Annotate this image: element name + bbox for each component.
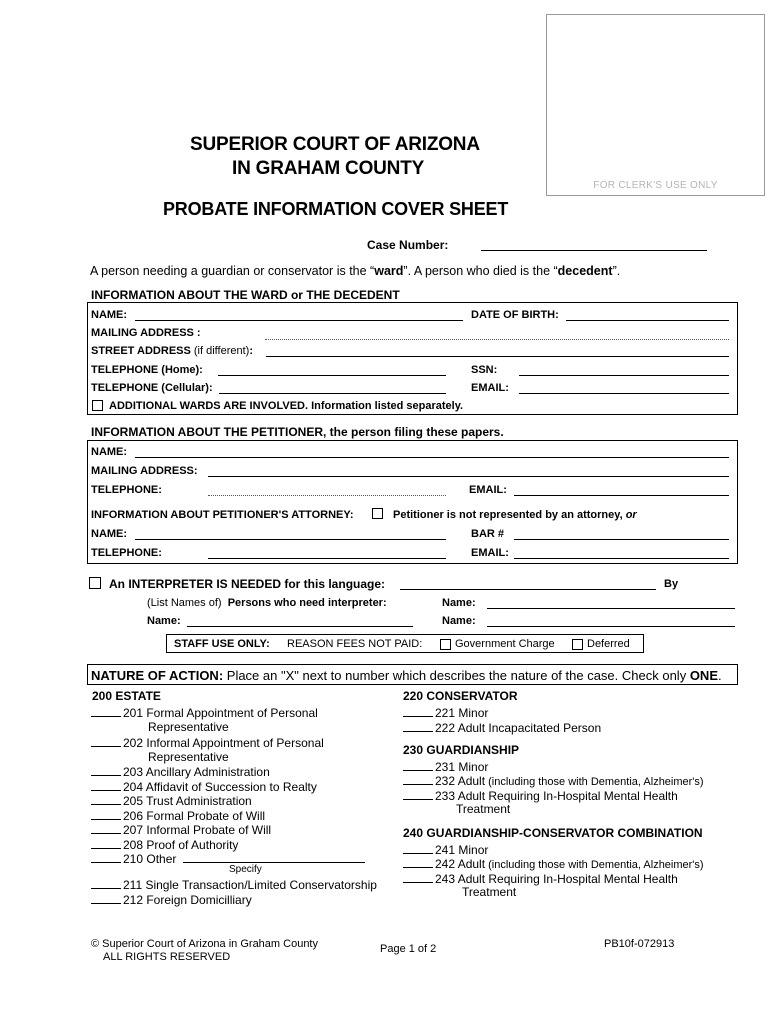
estate-item-206[interactable]: 206 Formal Probate of Will (91, 808, 265, 823)
estate-item-211[interactable]: 211 Single Transaction/Limited Conservatorship (91, 877, 377, 892)
interpreter-name1-field[interactable] (487, 608, 735, 609)
reason-fees-label: REASON FEES NOT PAID: (287, 638, 423, 650)
attorney-name-label: NAME: (91, 528, 128, 540)
specify-label: Specify (229, 864, 262, 875)
estate-item-208[interactable]: 208 Proof of Authority (91, 837, 238, 852)
estate-item-202[interactable]: 202 Informal Appointment of Personal (91, 735, 324, 750)
interpreter-checkbox[interactable] (89, 577, 101, 589)
ward-ssn-field[interactable] (519, 375, 729, 376)
ward-name-label: NAME: (91, 309, 128, 321)
footer-rights: ALL RIGHTS RESERVED (103, 951, 231, 963)
conservator-heading: 220 CONSERVATOR (403, 689, 518, 703)
ward-dob-label: DATE OF BIRTH: (471, 309, 559, 321)
not-represented-checkbox[interactable] (372, 508, 383, 519)
guardianship-item-233[interactable]: 233 Adult Requiring In-Hospital Mental Health (403, 788, 678, 803)
combo-item-242[interactable]: 242 Adult (including those with Dementia, Alzheimer's) (403, 856, 704, 872)
attorney-telephone-label: TELEPHONE: (91, 547, 162, 559)
guardianship-heading: 230 GUARDIANSHIP (403, 743, 520, 757)
form-title: PROBATE INFORMATION COVER SHEET (163, 199, 509, 219)
estate-item-204[interactable]: 204 Affidavit of Succession to Realty (91, 779, 317, 794)
additional-wards-checkbox[interactable] (92, 400, 103, 411)
ward-email-field[interactable] (519, 393, 729, 394)
interpreter-name3-field[interactable] (487, 626, 735, 627)
interpreter-name2-label: Name: (147, 615, 181, 627)
nature-of-action-text: NATURE OF ACTION: Place an "X" next to number which describes the nature of the case. Check only ONE. (91, 668, 722, 683)
petitioner-mailing-label: MAILING ADDRESS: (91, 465, 198, 477)
combo-heading: 240 GUARDIANSHIP-CONSERVATOR COMBINATION (403, 826, 703, 840)
petitioner-mailing-field[interactable] (208, 476, 729, 477)
estate-item-205[interactable]: 205 Trust Administration (91, 793, 252, 808)
estate-item-202-cont: Representative (148, 750, 229, 764)
guardianship-item-231[interactable]: 231 Minor (403, 759, 488, 774)
estate-heading: 200 ESTATE (92, 689, 161, 703)
attorney-name-field[interactable] (135, 539, 446, 540)
estate-item-207[interactable]: 207 Informal Probate of Will (91, 822, 271, 837)
definition-text: A person needing a guardian or conservator is the “ward”. A person who died is the “decedent”. (90, 264, 621, 278)
ward-street-field[interactable] (266, 356, 729, 357)
conservator-item-222[interactable]: 222 Adult Incapacitated Person (403, 720, 601, 735)
ward-mailing-label: MAILING ADDRESS : (91, 327, 201, 339)
ward-section-heading: INFORMATION ABOUT THE WARD or THE DECEDENT (91, 288, 400, 302)
ward-tel-home-field[interactable] (218, 375, 446, 376)
estate-item-201[interactable]: 201 Formal Appointment of Personal (91, 705, 318, 720)
estate-item-212[interactable]: 212 Foreign Domicilliary (91, 892, 252, 907)
not-represented-label: Petitioner is not represented by an attorney, or (393, 509, 637, 521)
petitioner-email-field[interactable] (514, 495, 729, 496)
interpreter-name3-label: Name: (442, 615, 476, 627)
interpreter-name1-label: Name: (442, 597, 476, 609)
deferred-checkbox[interactable] (572, 639, 583, 650)
petitioner-name-field[interactable] (135, 457, 729, 458)
ward-street-label: STREET ADDRESS (if different): (91, 345, 253, 357)
ward-tel-home-label: TELEPHONE (Home): (91, 364, 203, 376)
guardianship-item-233-cont: Treatment (456, 802, 511, 816)
ward-tel-cell-label: TELEPHONE (Cellular): (91, 382, 213, 394)
clerk-use-label: FOR CLERK'S USE ONLY (593, 180, 718, 191)
interpreter-label: An INTERPRETER IS NEEDED for this language: (109, 577, 386, 591)
guardianship-item-232[interactable]: 232 Adult (including those with Dementia, Alzheimer's) (403, 773, 704, 789)
government-charge-label: Government Charge (455, 638, 555, 650)
petitioner-email-label: EMAIL: (469, 484, 507, 496)
combo-item-241[interactable]: 241 Minor (403, 842, 488, 857)
ward-tel-cell-field[interactable] (219, 393, 446, 394)
case-number-label: Case Number: (367, 238, 449, 252)
estate-item-203[interactable]: 203 Ancillary Administration (91, 764, 270, 779)
estate-item-210[interactable]: 210 Other (91, 851, 176, 866)
attorney-email-field[interactable] (514, 558, 729, 559)
attorney-telephone-field[interactable] (208, 558, 446, 559)
ward-name-field[interactable] (135, 320, 463, 321)
ward-mailing-field[interactable] (265, 339, 729, 340)
interpreter-language-field[interactable] (400, 589, 656, 590)
petitioner-section-box (87, 440, 738, 564)
estate-item-201-cont: Representative (148, 720, 229, 734)
deferred-label: Deferred (587, 638, 630, 650)
footer-page-number: Page 1 of 2 (380, 943, 437, 955)
ward-dob-field[interactable] (566, 320, 729, 321)
petitioner-section-heading: INFORMATION ABOUT THE PETITIONER, the person filing these papers. (91, 425, 504, 439)
footer-form-id: PB10f-072913 (604, 938, 675, 950)
combo-item-243[interactable]: 243 Adult Requiring In-Hospital Mental Health (403, 871, 678, 886)
interpreter-by-label: By (664, 578, 679, 590)
petitioner-telephone-field[interactable] (208, 495, 446, 496)
clerk-use-box (546, 14, 765, 196)
attorney-info-label: INFORMATION ABOUT PETITIONER'S ATTORNEY: (91, 509, 354, 521)
bar-number-label: BAR # (471, 528, 505, 540)
ward-ssn-label: SSN: (471, 364, 498, 376)
attorney-email-label: EMAIL: (471, 547, 509, 559)
petitioner-name-label: NAME: (91, 446, 128, 458)
government-charge-checkbox[interactable] (440, 639, 451, 650)
case-number-field[interactable] (481, 250, 707, 251)
footer-copyright: © Superior Court of Arizona in Graham County (91, 938, 318, 950)
staff-use-label: STAFF USE ONLY: (174, 638, 270, 650)
county-name: IN GRAHAM COUNTY (232, 158, 425, 179)
petitioner-telephone-label: TELEPHONE: (91, 484, 162, 496)
list-names-label: (List Names of) Persons who need interpreter: (147, 597, 387, 609)
ward-email-label: EMAIL: (471, 382, 509, 394)
additional-wards-label: ADDITIONAL WARDS ARE INVOLVED. Information listed separately. (109, 400, 464, 412)
other-specify-field[interactable] (183, 862, 365, 863)
bar-number-field[interactable] (514, 539, 729, 540)
combo-item-243-cont: Treatment (462, 885, 517, 899)
ward-section-box (87, 302, 738, 415)
court-name: SUPERIOR COURT OF ARIZONA (190, 134, 480, 155)
interpreter-name2-field[interactable] (187, 626, 413, 627)
conservator-item-221[interactable]: 221 Minor (403, 705, 488, 720)
